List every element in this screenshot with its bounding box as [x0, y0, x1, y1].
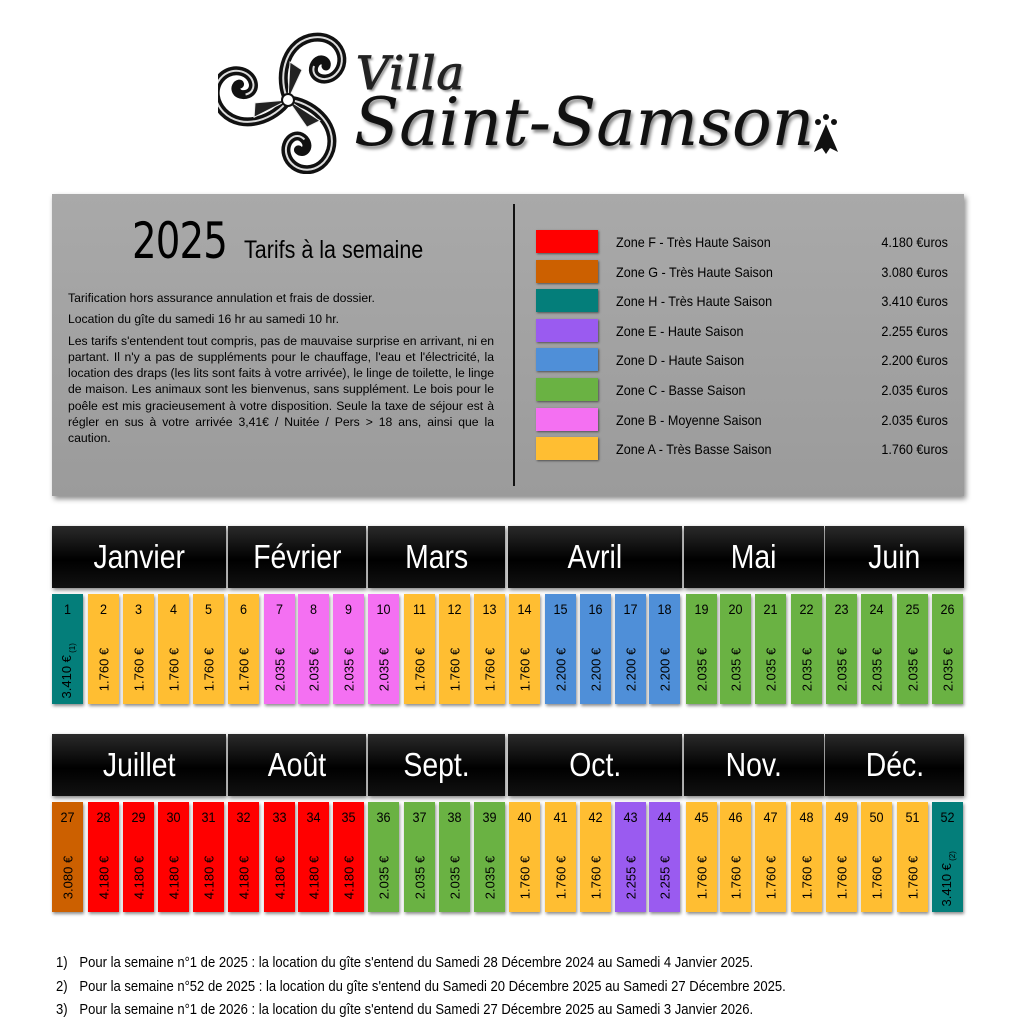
- week-cell: [791, 802, 822, 912]
- week-number: 4: [169, 601, 178, 617]
- week-price: [376, 838, 391, 918]
- footnote-number: 1): [56, 955, 68, 971]
- week-price: [131, 630, 146, 710]
- footnote: [56, 952, 866, 976]
- week-cell: [686, 802, 717, 912]
- week-price-value: 4.180 €: [341, 855, 356, 900]
- week-price: [201, 630, 216, 710]
- zone-label: Zone D - Haute Saison: [616, 352, 745, 369]
- week-price: [905, 630, 920, 710]
- week-cell: [439, 594, 470, 704]
- week-cell: [264, 594, 295, 704]
- week-cell: [932, 802, 963, 912]
- week-number: 48: [799, 809, 814, 825]
- week-cell: [298, 802, 329, 912]
- weeks-row-2: [52, 802, 964, 912]
- week-price: [728, 630, 743, 710]
- week-price: [96, 630, 111, 710]
- month-header: [508, 734, 682, 796]
- week-number: 16: [588, 601, 603, 617]
- week-price: [236, 838, 251, 918]
- week-number: 15: [553, 601, 568, 617]
- week-number: 28: [96, 809, 111, 825]
- week-price: [482, 630, 497, 710]
- week-number: 9: [344, 601, 353, 617]
- week-price: [306, 838, 321, 918]
- week-price: [799, 630, 814, 710]
- week-price-value: 2.035 €: [869, 647, 884, 692]
- week-price-value: 1.760 €: [236, 647, 251, 692]
- week-price-value: 4.180 €: [96, 855, 111, 900]
- week-number: 30: [166, 809, 181, 825]
- week-price-value: 1.760 €: [588, 855, 603, 900]
- week-cell: [52, 594, 83, 704]
- week-cell: [368, 802, 399, 912]
- week-cell: [580, 594, 611, 704]
- zone-price: 2.035 €uros: [881, 411, 948, 428]
- month-label: Nov.: [725, 746, 783, 783]
- week-price: [905, 838, 920, 918]
- footnote-text: Pour la semaine n°52 de 2025 : la location du gîte s'entend du Samedi 20 Décembre 2025 au Samedi 27 Décembre 2025.: [79, 978, 786, 995]
- week-footnote-ref: (1): [67, 643, 77, 656]
- week-price: [763, 838, 778, 918]
- week-cell: [404, 802, 435, 912]
- week-cell: [686, 594, 717, 704]
- week-number: 29: [131, 809, 146, 825]
- week-price-value: 2.035 €: [412, 855, 427, 900]
- week-cell: [193, 802, 224, 912]
- week-cell: [720, 594, 751, 704]
- week-cell: [932, 594, 963, 704]
- week-number: 1: [63, 601, 72, 617]
- week-price-value: 1.760 €: [131, 647, 146, 692]
- week-price: [763, 630, 778, 710]
- week-number: 26: [940, 601, 955, 617]
- month-header: [368, 734, 505, 796]
- week-cell: [861, 594, 892, 704]
- week-price-value: 1.760 €: [834, 855, 849, 900]
- panel-description: [68, 290, 494, 452]
- zone-row: [536, 378, 948, 408]
- footnote: [56, 999, 866, 1023]
- month-header: [228, 526, 366, 588]
- week-price-value: 1.760 €: [905, 855, 920, 900]
- zone-swatch: [536, 378, 598, 401]
- week-price: [834, 838, 849, 918]
- logo-villa-text: Villa: [356, 46, 465, 100]
- week-number: 31: [201, 809, 216, 825]
- footnote-text: Pour la semaine n°1 de 2026 : la location du gîte s'entend du Samedi 27 Décembre 2025 au Samedi 3 Janvier 2026.: [79, 1002, 754, 1018]
- month-label: Juin: [868, 538, 921, 575]
- zone-swatch: [536, 260, 598, 283]
- week-price-value: 1.760 €: [166, 647, 181, 692]
- week-cell: [228, 594, 259, 704]
- zone-label: Zone B - Moyenne Saison: [616, 411, 762, 428]
- week-number: 37: [412, 809, 427, 825]
- week-price-value: 1.760 €: [763, 855, 778, 900]
- paragraph: Location du gîte du samedi 16 hr au samedi 10 hr.: [68, 312, 340, 327]
- week-number: 23: [834, 601, 849, 617]
- week-price: [517, 630, 532, 710]
- week-number: 32: [236, 809, 251, 825]
- week-price-value: 4.180 €: [306, 855, 321, 900]
- week-price-value: 4.180 €: [236, 855, 251, 900]
- triskell-logo-icon: [218, 24, 358, 174]
- zone-row: [536, 230, 948, 260]
- week-number: 10: [376, 601, 391, 617]
- week-number: 2: [99, 601, 108, 617]
- footnote-number: 3): [56, 1002, 68, 1018]
- month-header: [825, 526, 964, 588]
- week-price: [412, 838, 427, 918]
- weeks-row-1: [52, 594, 964, 704]
- week-number: 44: [657, 809, 672, 825]
- zone-swatch: [536, 348, 598, 371]
- week-number: 47: [763, 809, 778, 825]
- zone-row: [536, 289, 948, 319]
- week-price-value: 4.180 €: [201, 855, 216, 900]
- week-cell: [649, 802, 680, 912]
- week-number: 12: [447, 601, 462, 617]
- panel-divider: [513, 204, 515, 486]
- week-number: 52: [940, 809, 955, 825]
- week-cell: [333, 802, 364, 912]
- week-number: 18: [657, 601, 672, 617]
- week-price: [940, 630, 955, 710]
- zone-row: [536, 319, 948, 349]
- week-number: 3: [134, 601, 143, 617]
- panel-year: 2025: [132, 212, 227, 270]
- week-cell: [509, 594, 540, 704]
- week-price: [412, 630, 427, 710]
- week-cell: [791, 594, 822, 704]
- week-price: [588, 630, 603, 710]
- week-price-value: 1.760 €: [412, 647, 427, 692]
- week-cell: [123, 802, 154, 912]
- week-price-value: 2.035 €: [447, 855, 462, 900]
- week-price: [59, 631, 77, 711]
- month-header: [52, 526, 226, 588]
- week-price-value: 3.410 €: [58, 655, 74, 699]
- week-price-value: 1.760 €: [517, 855, 532, 900]
- zone-label: Zone E - Haute Saison: [616, 322, 744, 339]
- logo: [196, 20, 856, 182]
- week-cell: [897, 802, 928, 912]
- zone-swatch: [536, 289, 598, 312]
- month-label: Juillet: [102, 746, 176, 783]
- week-cell: [368, 594, 399, 704]
- week-price-value: 2.200 €: [657, 647, 672, 692]
- zone-label: Zone A - Très Basse Saison: [616, 441, 772, 458]
- week-number: 13: [482, 601, 497, 617]
- week-price-value: 2.035 €: [799, 647, 814, 692]
- week-price-value: 2.035 €: [376, 647, 391, 692]
- week-cell: [193, 594, 224, 704]
- week-price-value: 2.200 €: [623, 647, 638, 692]
- zone-legend: [536, 230, 948, 467]
- month-label: Mars: [404, 538, 469, 575]
- week-price: [376, 630, 391, 710]
- week-number: 46: [728, 809, 743, 825]
- week-price-value: 2.035 €: [905, 647, 920, 692]
- week-cell: [861, 802, 892, 912]
- week-price: [341, 838, 356, 918]
- week-number: 6: [239, 601, 248, 617]
- logo-saint-samson-text: Saint-Samson: [354, 84, 815, 161]
- week-price: [60, 838, 75, 918]
- week-price-value: 1.760 €: [728, 855, 743, 900]
- zone-price: 4.180 €uros: [881, 234, 948, 250]
- week-cell: [545, 802, 576, 912]
- zone-price: 1.760 €uros: [881, 441, 948, 458]
- week-cell: [158, 802, 189, 912]
- month-label: Déc.: [865, 746, 924, 783]
- week-price: [341, 630, 356, 710]
- week-number: 34: [306, 809, 321, 825]
- week-price: [96, 838, 111, 918]
- week-number: 25: [905, 601, 920, 617]
- week-number: 20: [728, 601, 743, 617]
- week-price: [482, 838, 497, 918]
- month-header: [368, 526, 505, 588]
- zone-price: 3.080 €uros: [881, 263, 948, 280]
- week-price: [447, 630, 462, 710]
- months-row-2: [52, 734, 964, 796]
- week-price-value: 4.180 €: [272, 855, 287, 900]
- info-panel: [52, 194, 964, 496]
- month-header: [508, 526, 682, 588]
- week-price-value: 1.760 €: [553, 855, 568, 900]
- week-number: 41: [553, 809, 568, 825]
- week-number: 35: [341, 809, 356, 825]
- week-price-value: 2.035 €: [341, 647, 356, 692]
- week-price: [553, 838, 568, 918]
- zone-row: [536, 408, 948, 438]
- week-price: [799, 838, 814, 918]
- week-price: [728, 838, 743, 918]
- week-number: 39: [482, 809, 497, 825]
- week-price: [623, 630, 638, 710]
- week-price-value: 1.760 €: [869, 855, 884, 900]
- zone-label: Zone F - Très Haute Saison: [616, 234, 771, 250]
- week-price-value: 1.760 €: [447, 647, 462, 692]
- week-cell: [897, 594, 928, 704]
- week-number: 5: [204, 601, 213, 617]
- month-header: [684, 734, 824, 796]
- zone-row: [536, 260, 948, 290]
- footnote-number: 2): [56, 978, 68, 995]
- week-price: [447, 838, 462, 918]
- week-price: [306, 630, 321, 710]
- footnote: [56, 976, 866, 1000]
- zone-price: 3.410 €uros: [881, 293, 948, 310]
- week-number: 49: [834, 809, 849, 825]
- week-price: [166, 630, 181, 710]
- week-price-value: 2.255 €: [623, 855, 638, 900]
- month-label: Oct.: [568, 746, 622, 783]
- week-number: 42: [588, 809, 603, 825]
- week-number: 33: [272, 809, 287, 825]
- week-cell: [158, 594, 189, 704]
- week-number: 8: [309, 601, 318, 617]
- month-header: [684, 526, 824, 588]
- panel-subtitle: Tarifs à la semaine: [244, 236, 424, 264]
- week-price-value: 3.080 €: [60, 855, 75, 900]
- week-cell: [474, 594, 505, 704]
- week-cell: [649, 594, 680, 704]
- week-price: [517, 838, 532, 918]
- week-cell: [580, 802, 611, 912]
- week-cell: [439, 802, 470, 912]
- zone-label: Zone H - Très Haute Saison: [616, 293, 773, 310]
- week-price: [272, 838, 287, 918]
- zone-row: [536, 437, 948, 467]
- week-price-value: 1.760 €: [799, 855, 814, 900]
- month-label: Avril: [567, 538, 623, 575]
- week-price-value: 2.035 €: [728, 647, 743, 692]
- week-cell: [755, 802, 786, 912]
- month-header: [52, 734, 226, 796]
- week-number: 24: [869, 601, 884, 617]
- week-cell: [404, 594, 435, 704]
- week-number: 7: [275, 601, 284, 617]
- paragraph: Tarification hors assurance annulation et frais de dossier.: [68, 291, 375, 305]
- week-price: [939, 839, 957, 919]
- week-number: 38: [447, 809, 462, 825]
- week-number: 45: [694, 809, 709, 825]
- month-label: Août: [267, 746, 327, 783]
- week-cell: [615, 594, 646, 704]
- week-cell: [228, 802, 259, 912]
- week-price-value: 2.035 €: [376, 855, 391, 900]
- week-cell: [333, 594, 364, 704]
- week-cell: [123, 594, 154, 704]
- week-price: [869, 838, 884, 918]
- week-cell: [88, 594, 119, 704]
- week-price-value: 2.200 €: [588, 647, 603, 692]
- zone-swatch: [536, 408, 598, 431]
- week-cell: [52, 802, 83, 912]
- week-price-value: 4.180 €: [166, 855, 181, 900]
- week-price-value: 2.035 €: [940, 647, 955, 692]
- week-cell: [298, 594, 329, 704]
- week-price: [131, 838, 146, 918]
- week-number: 36: [376, 809, 391, 825]
- week-price: [236, 630, 251, 710]
- footnotes: [56, 952, 956, 1023]
- week-cell: [615, 802, 646, 912]
- zone-price: 2.255 €uros: [881, 322, 948, 339]
- zone-row: [536, 348, 948, 378]
- month-label: Février: [252, 538, 342, 575]
- week-cell: [755, 594, 786, 704]
- footnote-text: Pour la semaine n°1 de 2025 : la location du gîte s'entend du Samedi 28 Décembre 2024 au Samedi 4 Janvier 2025.: [79, 955, 754, 971]
- week-price-value: 1.760 €: [96, 647, 111, 692]
- week-number: 51: [905, 809, 920, 825]
- week-cell: [545, 594, 576, 704]
- week-price: [623, 838, 638, 918]
- week-cell: [509, 802, 540, 912]
- week-cell: [720, 802, 751, 912]
- month-header: [825, 734, 964, 796]
- week-number: 22: [799, 601, 814, 617]
- zone-swatch: [536, 230, 598, 253]
- month-label: Mai: [731, 538, 777, 575]
- week-price-value: 2.035 €: [834, 647, 849, 692]
- months-row-1: [52, 526, 964, 588]
- week-price-value: 2.035 €: [694, 647, 709, 692]
- week-number: 11: [412, 601, 427, 617]
- week-number: 40: [517, 809, 532, 825]
- month-label: Janvier: [93, 538, 185, 575]
- week-number: 19: [694, 601, 709, 617]
- week-price: [588, 838, 603, 918]
- paragraph: Les tarifs s'entendent tout compris, pas de mauvaise surprise en arrivant, ni en partant. Il n'y a pas de suppléments pour le chauffage, l'eau et l'électricité, la location des draps (les lits sont faits à votre arrivée), le linge de toilette, le linge de maison. Les animaux sont les bienvenus, sans supplément. Le bois pour le poêle est mis gracieusement à votre disposition. Seule la taxe de séjour est à régler en sus à votre arrivée 3,41€ / Nuitée / Pers > 18 ans, ainsi que la caution.: [68, 333, 494, 446]
- week-cell: [88, 802, 119, 912]
- week-price: [272, 630, 287, 710]
- week-number: 14: [517, 601, 532, 617]
- week-price: [201, 838, 216, 918]
- ermine-icon: [808, 112, 844, 156]
- week-price-value: 3.410 €: [938, 863, 954, 907]
- week-price-value: 1.760 €: [201, 647, 216, 692]
- week-price-value: 2.035 €: [306, 647, 321, 692]
- week-price-value: 4.180 €: [131, 855, 146, 900]
- week-price: [166, 838, 181, 918]
- zone-price: 2.035 €uros: [881, 381, 948, 398]
- week-price-value: 2.255 €: [657, 855, 672, 900]
- week-price-value: 1.760 €: [482, 647, 497, 692]
- week-number: 21: [763, 601, 778, 617]
- week-cell: [826, 802, 857, 912]
- week-price: [869, 630, 884, 710]
- month-header: [228, 734, 366, 796]
- week-cell: [474, 802, 505, 912]
- zone-label: Zone C - Basse Saison: [616, 381, 746, 398]
- zone-swatch: [536, 319, 598, 342]
- week-price: [657, 630, 672, 710]
- week-footnote-ref: (2): [947, 851, 957, 864]
- zone-price: 2.200 €uros: [881, 352, 948, 369]
- week-price-value: 1.760 €: [694, 855, 709, 900]
- week-price: [694, 630, 709, 710]
- week-price-value: 2.035 €: [272, 647, 287, 692]
- week-cell: [826, 594, 857, 704]
- week-price: [694, 838, 709, 918]
- week-number: 27: [60, 809, 75, 825]
- week-price: [657, 838, 672, 918]
- week-price: [553, 630, 568, 710]
- week-number: 43: [623, 809, 638, 825]
- week-number: 50: [869, 809, 884, 825]
- week-price: [834, 630, 849, 710]
- zone-swatch: [536, 437, 598, 460]
- week-price-value: 2.200 €: [553, 647, 568, 692]
- week-price-value: 2.035 €: [763, 647, 778, 692]
- week-price-value: 2.035 €: [482, 855, 497, 900]
- zone-label: Zone G - Très Haute Saison: [616, 263, 773, 280]
- week-number: 17: [623, 601, 638, 617]
- week-cell: [264, 802, 295, 912]
- month-label: Sept.: [403, 746, 470, 783]
- week-price-value: 1.760 €: [517, 647, 532, 692]
